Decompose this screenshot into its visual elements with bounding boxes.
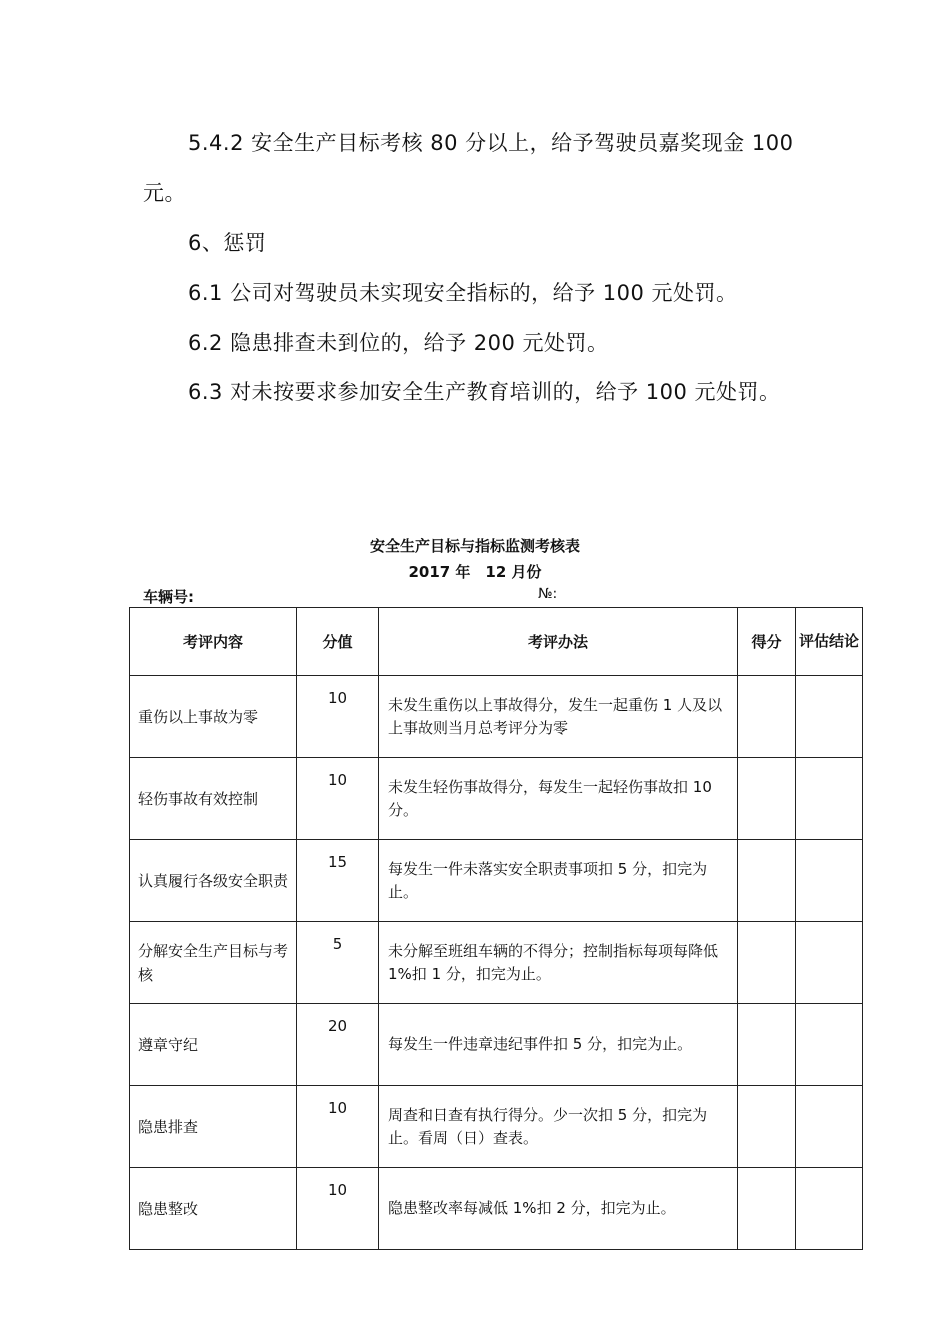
conclusion-cell[interactable] <box>796 676 863 758</box>
obtained-score-cell[interactable] <box>738 1168 796 1250</box>
row-score: 10 <box>297 1168 379 1250</box>
conclusion-cell[interactable] <box>796 758 863 840</box>
table-row <box>130 758 863 840</box>
obtained-score-cell[interactable] <box>738 1004 796 1086</box>
row-content: 认真履行各级安全职责 <box>130 840 297 922</box>
row-content: 轻伤事故有效控制 <box>130 758 297 840</box>
paragraph-6-2: 6.2 隐患排查未到位的，给予 200 元处罚。 <box>188 331 609 355</box>
row-score: 10 <box>297 1086 379 1168</box>
header-conclusion: 评估结论 <box>796 608 863 676</box>
form-date: 2017 年 12 月份 <box>408 563 542 581</box>
obtained-score-cell[interactable] <box>738 676 796 758</box>
row-score: 15 <box>297 840 379 922</box>
assessment-table <box>129 607 863 1250</box>
table-row <box>130 1086 863 1168</box>
table-row <box>130 1004 863 1086</box>
row-method: 每发生一件违章违纪事件扣 5 分，扣完为止。 <box>379 1004 738 1086</box>
obtained-score-cell[interactable] <box>738 758 796 840</box>
obtained-score-cell[interactable] <box>738 840 796 922</box>
obtained-score-cell[interactable] <box>738 922 796 1004</box>
row-score: 5 <box>297 922 379 1004</box>
header-obtained: 得分 <box>738 608 796 676</box>
row-content: 分解安全生产目标与考核 <box>130 922 297 1004</box>
row-score: 10 <box>297 676 379 758</box>
form-title: 安全生产目标与指标监测考核表 <box>369 537 580 555</box>
paragraph-5-4-2: 5.4.2 安全生产目标考核 80 分以上，给予驾驶员嘉奖现金 100 <box>188 131 794 155</box>
row-content: 隐患排查 <box>130 1086 297 1168</box>
row-method: 周查和日查有执行得分。少一次扣 5 分，扣完为止。看周（日）查表。 <box>379 1086 738 1168</box>
row-content: 隐患整改 <box>130 1168 297 1250</box>
row-method: 每发生一件未落实安全职责事项扣 5 分，扣完为止。 <box>379 840 738 922</box>
header-content: 考评内容 <box>130 608 297 676</box>
conclusion-cell[interactable] <box>796 1004 863 1086</box>
row-score: 20 <box>297 1004 379 1086</box>
table-row <box>130 1168 863 1250</box>
row-method: 未发生轻伤事故得分，每发生一起轻伤事故扣 10 分。 <box>379 758 738 840</box>
header-score: 分值 <box>297 608 379 676</box>
row-method: 隐患整改率每减低 1%扣 2 分，扣完为止。 <box>379 1168 738 1250</box>
conclusion-cell[interactable] <box>796 840 863 922</box>
section-heading-penalty: 6、惩罚 <box>188 231 267 255</box>
serial-number-label: №: <box>538 586 558 602</box>
header-method: 考评办法 <box>379 608 738 676</box>
conclusion-cell[interactable] <box>796 922 863 1004</box>
obtained-score-cell[interactable] <box>738 1086 796 1168</box>
conclusion-cell[interactable] <box>796 1168 863 1250</box>
table-row <box>130 922 863 1004</box>
conclusion-cell[interactable] <box>796 1086 863 1168</box>
row-method: 未发生重伤以上事故得分，发生一起重伤 1 人及以上事故则当月总考评分为零 <box>379 676 738 758</box>
table-row <box>130 840 863 922</box>
row-content: 重伤以上事故为零 <box>130 676 297 758</box>
table-row <box>130 676 863 758</box>
row-content: 遵章守纪 <box>130 1004 297 1086</box>
paragraph-6-1: 6.1 公司对驾驶员未实现安全指标的，给予 100 元处罚。 <box>188 281 738 305</box>
row-method: 未分解至班组车辆的不得分；控制指标每项每降低 1%扣 1 分，扣完为止。 <box>379 922 738 1004</box>
vehicle-number-label: 车辆号: <box>143 588 194 606</box>
row-score: 10 <box>297 758 379 840</box>
paragraph-5-4-2-cont: 元。 <box>143 181 186 205</box>
paragraph-6-3: 6.3 对未按要求参加安全生产教育培训的，给予 100 元处罚。 <box>188 380 781 404</box>
table-header-row <box>130 608 863 676</box>
